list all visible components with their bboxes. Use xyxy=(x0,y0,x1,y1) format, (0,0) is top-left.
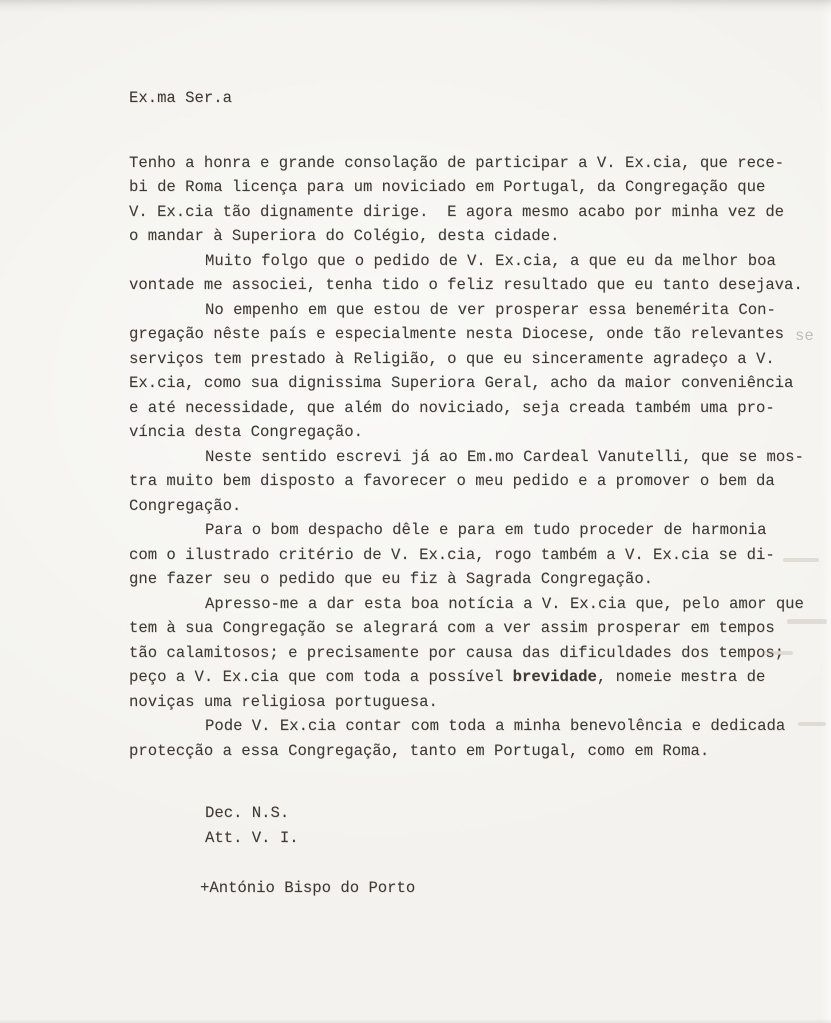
letter-line: tão calamitosos; e precisamente por causa das dificuldades dos tempos; xyxy=(129,643,785,662)
letter-line: o mandar à Superiora do Colégio, desta cidade. xyxy=(129,227,560,245)
letter-line-emphasis xyxy=(129,665,829,690)
paragraph xyxy=(129,592,829,715)
letter-line: Pode V. Ex.cia contar com toda a minha benevolência e dedicada xyxy=(205,717,786,735)
scan-ghost-text: se xyxy=(795,327,814,345)
letter-line: víncia desta Congregação. xyxy=(129,423,363,441)
scan-artifact xyxy=(763,651,793,655)
scan-artifact xyxy=(787,619,827,624)
salutation: Ex.ma Ser.a xyxy=(129,89,232,107)
paragraph xyxy=(129,151,829,249)
line-segment: , nomeie mestra de xyxy=(596,668,766,686)
letter-line: Congregação. xyxy=(129,496,242,515)
paragraph xyxy=(129,298,829,445)
letter-line: Muito folgo que o pedido de V. Ex.cia, a que eu da melhor boa xyxy=(205,251,776,270)
letter-line: Apresso-me a dar esta boa notícia a V. Ex.cia que, pelo amor que xyxy=(205,594,804,613)
letter-line: noviças uma religiosa portuguesa. xyxy=(129,692,438,711)
letter-line: tem à sua Congregação se alegrará com a ver assim prosperar em tempos xyxy=(129,619,775,637)
letter-line: Tenho a honra e grande consolação de participar a V. Ex.cia, que rece- xyxy=(129,153,785,172)
letter-line: gregação nêste país e especialmente nesta Diocese, onde tão relevantes xyxy=(129,325,785,343)
emphasized-word: brevidade xyxy=(512,668,597,686)
paragraph xyxy=(129,445,829,519)
paragraph xyxy=(129,714,829,763)
paper-bottom-edge-shadow xyxy=(0,1019,831,1023)
scan-artifact xyxy=(798,722,826,726)
letter-line: e até necessidade, que além do noviciado, seja creada também uma pro- xyxy=(129,398,775,417)
letter-line: gne fazer seu o pedido que eu fiz à Sagrada Congregação. xyxy=(129,570,654,588)
letter-line: protecção a essa Congregação, tanto em Portugal, como em Roma. xyxy=(129,741,710,760)
letter-line: com o ilustrado critério de V. Ex.cia, rogo também a V. Ex.cia se di- xyxy=(129,545,775,564)
signature: +António Bispo do Porto xyxy=(200,879,416,897)
paragraph xyxy=(129,518,829,592)
closing-line: Att. V. I. xyxy=(205,828,299,847)
letter-line: Para o bom despacho dêle e para em tudo proceder de harmonia xyxy=(205,521,767,539)
letter-line: V. Ex.cia tão dignamente dirige. E agora mesmo acabo por minha vez de xyxy=(129,202,785,221)
letter-line: No empenho em que estou de ver prosperar essa benemérita Con- xyxy=(205,300,776,319)
paragraph xyxy=(129,249,829,298)
letter-line: serviços tem prestado à Religião, o que eu sinceramente agradeço a V. xyxy=(129,349,775,368)
letter-line: bi de Roma licença para um noviciado em Portugal, da Congregação que xyxy=(129,178,766,196)
letter-line: tra muito bem disposto a favorecer o meu pedido e a promover o bem da xyxy=(129,472,775,490)
scan-artifact xyxy=(783,558,819,562)
letter-line: Neste sentido escrevi já ao Em.mo Cardeal Vanutelli, que se mos- xyxy=(205,447,804,466)
closing-line: Dec. N.S. xyxy=(205,804,290,822)
line-segment: peço a V. Ex.cia que com toda a possível xyxy=(129,668,513,686)
letter-body xyxy=(129,86,829,901)
closing-block xyxy=(129,801,829,850)
letter-line: Ex.cia, como sua dignissima Superiora Geral, acho da maior conveniência xyxy=(129,374,794,392)
letter-line: vontade me associei, tenha tido o feliz resultado que eu tanto desejava. xyxy=(129,276,803,294)
